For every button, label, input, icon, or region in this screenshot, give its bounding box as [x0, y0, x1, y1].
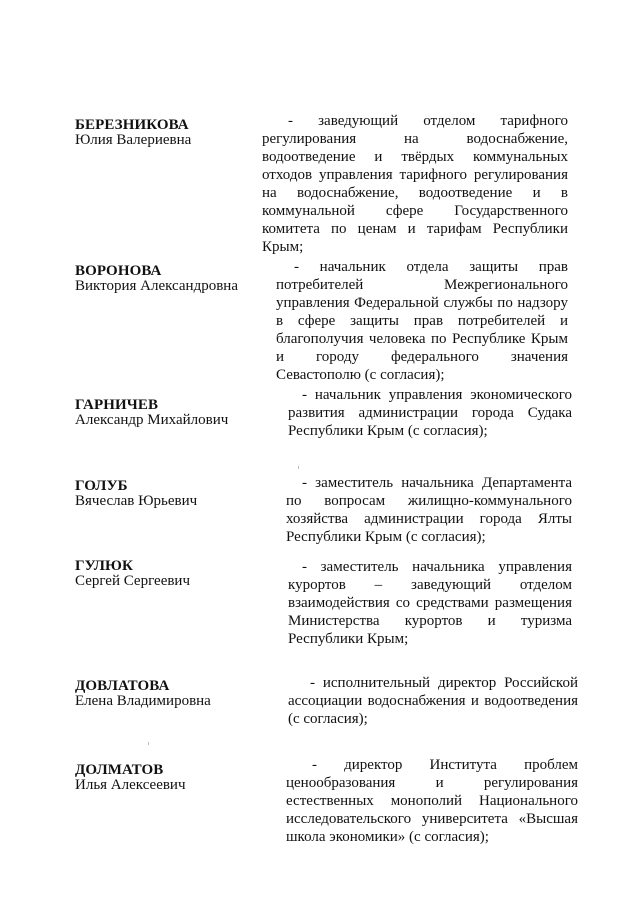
member-position: - начальник управления экономического развития администрации города Судака Республики Крым (с согласия); — [288, 387, 572, 439]
member-position: - начальник отдела защиты прав потребителей Межрегионального управления Федеральной службы по надзору в сфере защиты прав потребителей и благополучия человека по Республике Крым и городу федерального значения Севастополю (с согласия); — [276, 259, 568, 383]
member-name — [75, 559, 190, 589]
member-surname: ГОЛУБ — [75, 478, 128, 494]
scan-speck — [298, 466, 299, 469]
member-surname: ДОВЛАТОВА — [75, 678, 170, 694]
member-surname: ВОРОНОВА — [75, 263, 162, 279]
member-name — [75, 264, 238, 294]
member-position: - заведующий отделом тарифного регулирования на водоснабжение, водоотведение и твёрдых коммунальных отходов управления тарифного регулирования на водоснабжение, водоотведение и в коммунальной сфере Государственного комитета по ценам и тарифам Республики Крым; — [262, 113, 568, 255]
scan-speck — [148, 742, 149, 745]
member-position: - заместитель начальника управления курортов – заведующий отделом взаимодействия со средствами размещения Министерства курортов и туризма Республики Крым; — [288, 559, 572, 647]
member-name — [75, 679, 211, 709]
member-name — [75, 398, 228, 428]
member-name — [75, 479, 197, 509]
member-given-names: Юлия Валериевна — [75, 132, 192, 148]
member-given-names: Елена Владимировна — [75, 693, 211, 709]
member-name — [75, 763, 186, 793]
member-name — [75, 118, 191, 148]
member-position: - исполнительный директор Российской ассоциации водоснабжения и водоотведения (с согласия); — [288, 675, 578, 727]
member-given-names: Александр Михайлович — [75, 412, 229, 428]
member-given-names: Виктория Александровна — [75, 278, 238, 294]
member-position: - заместитель начальника Департамента по вопросам жилищно-коммунального хозяйства администрации города Ялты Республики Крым (с согласия); — [286, 475, 572, 545]
member-surname: ДОЛМАТОВ — [75, 762, 164, 778]
member-given-names: Вячеслав Юрьевич — [75, 493, 198, 509]
member-given-names: Сергей Сергеевич — [75, 573, 191, 589]
member-surname: ГУЛЮК — [75, 558, 134, 574]
member-given-names: Илья Алексеевич — [75, 777, 186, 793]
member-surname: ГАРНИЧЕВ — [75, 397, 159, 413]
member-surname: БЕРЕЗНИКОВА — [75, 117, 189, 133]
member-position: - директор Института проблем ценообразования и регулирования естественных монополий Национального исследовательского университета «Высшая школа экономики» (с согласия); — [286, 757, 578, 845]
